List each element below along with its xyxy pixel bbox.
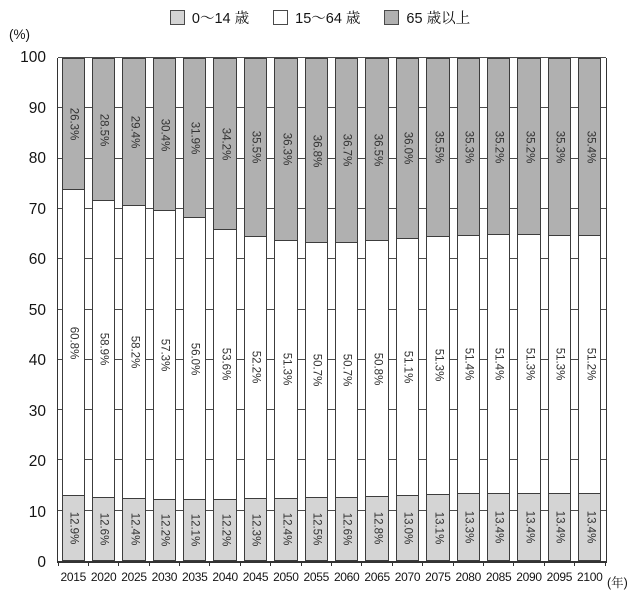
- x-tick-mark: [513, 561, 514, 566]
- x-tick-mark: [118, 561, 119, 566]
- bar-segment: [517, 58, 540, 235]
- bar-segment: [92, 498, 115, 561]
- bar-2070: [396, 58, 419, 561]
- y-tick-label: 80: [28, 150, 46, 167]
- x-tick-mark: [149, 561, 150, 566]
- x-tick-label: 2020: [90, 570, 117, 584]
- x-tick-label: 2075: [425, 570, 451, 584]
- bar-segment-label: 36.5%: [371, 133, 384, 167]
- x-tick-mark: [88, 561, 89, 566]
- bar-segment-label: 51.4%: [492, 347, 505, 381]
- bar-2090: [517, 58, 540, 561]
- y-tick-label: 20: [28, 453, 46, 470]
- bar-2080: [457, 58, 480, 561]
- bar-segment-label: 35.5%: [431, 131, 444, 164]
- bar-2045: [244, 58, 267, 561]
- x-tick-label: 2095: [546, 570, 573, 584]
- bar-2095: [548, 58, 571, 561]
- bar-segment: [517, 235, 540, 493]
- bar-segment-label: 13.4%: [523, 510, 536, 544]
- bar-segment: [365, 58, 388, 241]
- x-tick-mark: [301, 561, 302, 566]
- bar-segment: [457, 58, 480, 236]
- x-tick-label: 2050: [273, 570, 299, 584]
- bar-segment: [426, 495, 449, 561]
- bar-segment: [548, 236, 571, 494]
- x-tick-mark: [270, 561, 271, 566]
- bar-2025: [122, 58, 145, 561]
- bar-segment: [487, 494, 510, 561]
- bar-segment: [62, 190, 85, 496]
- y-tick-label: 0: [37, 554, 46, 571]
- bar-segment-label: 26.3%: [67, 107, 80, 141]
- y-tick-label: 60: [28, 251, 46, 268]
- x-tick-label: 2090: [516, 570, 542, 584]
- bar-segment: [457, 236, 480, 495]
- bar-segment-label: 12.9%: [67, 511, 80, 545]
- bar-2020: [92, 58, 115, 561]
- bar-2035: [183, 58, 206, 561]
- bar-segment: [62, 58, 85, 190]
- x-tick-label: 2080: [455, 570, 481, 584]
- x-tick-mark: [605, 561, 606, 566]
- bar-segment: [578, 494, 601, 561]
- bar-segment: [365, 241, 388, 496]
- bar-segment-label: 12.8%: [371, 512, 384, 545]
- bar-segment: [213, 500, 236, 561]
- x-axis-unit-label: (年): [607, 576, 628, 590]
- bar-segment-label: 13.4%: [583, 510, 596, 544]
- bar-segment: [153, 58, 176, 211]
- x-tick-mark: [453, 561, 454, 566]
- bar-segment: [244, 499, 267, 561]
- bar-segment: [122, 206, 145, 499]
- bar-segment-label: 35.2%: [523, 130, 536, 163]
- x-tick-mark: [240, 561, 241, 566]
- bar-segment-label: 28.5%: [97, 113, 110, 146]
- bar-segment-label: 13.3%: [462, 510, 475, 544]
- bar-segment-label: 50.7%: [310, 353, 323, 387]
- bar-segment-label: 34.2%: [219, 127, 232, 161]
- legend-item-1: [273, 7, 360, 28]
- bar-segment-label: 12.3%: [249, 513, 262, 546]
- y-tick-label: 10: [28, 503, 46, 521]
- bar-segment-label: 12.6%: [97, 512, 110, 546]
- bar-2040: [213, 58, 236, 561]
- bar-segment-label: 30.4%: [158, 118, 171, 151]
- bar-segment: [62, 496, 85, 561]
- bar-segment-label: 50.7%: [340, 353, 353, 386]
- bar-segment-label: 51.3%: [523, 347, 536, 381]
- bar-segment-label: 51.3%: [553, 347, 566, 381]
- bar-segment: [335, 58, 358, 243]
- x-tick-label: 2030: [151, 570, 178, 584]
- bar-2055: [305, 58, 328, 561]
- x-tick-label: 2055: [303, 570, 330, 584]
- x-tick-label: 2015: [60, 570, 86, 584]
- bar-segment: [92, 58, 115, 201]
- bar-segment: [426, 237, 449, 495]
- bar-segment: [153, 211, 176, 500]
- y-tick-label: 50: [28, 301, 46, 319]
- x-tick-label: 2045: [242, 570, 269, 584]
- bar-segment-label: 12.4%: [279, 512, 292, 546]
- bar-segment: [578, 58, 601, 236]
- x-tick-mark: [331, 561, 332, 566]
- bar-segment-label: 12.2%: [158, 513, 171, 547]
- bar-segment-label: 53.6%: [219, 348, 232, 381]
- x-tick-label: 2025: [121, 570, 147, 584]
- bar-segment: [365, 497, 388, 561]
- bar-2015: [62, 58, 85, 561]
- y-tick-label: 40: [28, 352, 46, 369]
- bar-segment: [396, 496, 419, 561]
- bar-segment-label: 35.4%: [583, 130, 596, 164]
- bar-segment: [487, 235, 510, 494]
- bar-segment-label: 12.6%: [340, 512, 353, 546]
- bar-segment-label: 13.1%: [431, 511, 444, 544]
- x-tick-mark: [392, 561, 393, 566]
- bar-segment: [548, 494, 571, 561]
- x-tick-label: 2065: [364, 570, 390, 584]
- bar-segment: [274, 241, 297, 499]
- legend-swatch-icon: [384, 10, 399, 25]
- bar-segment-label: 50.8%: [371, 352, 384, 385]
- bar-segment-label: 35.3%: [553, 130, 566, 164]
- y-tick-label: 70: [28, 200, 46, 218]
- bar-segment-label: 36.3%: [279, 132, 292, 166]
- legend-item-0: [170, 7, 249, 28]
- legend-item-label: 0〜14 歳: [191, 11, 250, 27]
- bar-segment: [396, 239, 419, 496]
- bar-segment: [305, 58, 328, 243]
- bar-segment-label: 12.2%: [219, 513, 232, 547]
- x-tick-mark: [361, 561, 362, 566]
- y-tick-label: 100: [20, 49, 46, 66]
- bar-segment-label: 57.3%: [158, 338, 171, 372]
- bar-segment-label: 52.2%: [249, 351, 262, 384]
- bar-2050: [274, 58, 297, 561]
- bar-segment-label: 58.2%: [127, 335, 140, 369]
- bar-segment: [122, 58, 145, 206]
- bar-segment-label: 36.8%: [310, 134, 323, 167]
- bar-segment: [244, 237, 267, 500]
- bar-segment-label: 58.9%: [97, 332, 110, 366]
- bar-segment: [517, 494, 540, 561]
- bar-segment-label: 56.0%: [188, 342, 201, 376]
- bar-2085: [487, 58, 510, 561]
- bar-segment-label: 31.9%: [188, 121, 201, 155]
- bar-segment-label: 13.4%: [492, 510, 505, 544]
- x-tick-mark: [574, 561, 575, 566]
- bar-segment-label: 13.0%: [401, 511, 414, 545]
- bar-segment-label: 12.4%: [127, 512, 140, 546]
- bar-segment: [305, 498, 328, 561]
- x-tick-label: 2100: [577, 570, 603, 584]
- bar-segment-label: 35.2%: [492, 130, 505, 163]
- bar-segment: [213, 230, 236, 500]
- x-tick-mark: [483, 561, 484, 566]
- y-axis-unit-label: (%): [9, 27, 30, 42]
- bar-segment-label: 51.3%: [431, 349, 444, 382]
- bar-2075: [426, 58, 449, 561]
- bar-segment-label: 60.8%: [67, 326, 80, 359]
- x-tick-label: 2040: [212, 570, 238, 584]
- bar-segment: [335, 243, 358, 498]
- bar-segment: [122, 499, 145, 561]
- bar-2100: [578, 58, 601, 561]
- y-tick-label: 90: [28, 99, 46, 117]
- bar-segment: [183, 58, 206, 218]
- bar-segment-label: 36.7%: [340, 133, 353, 167]
- bar-2065: [365, 58, 388, 561]
- bar-segment-label: 36.0%: [401, 132, 414, 165]
- legend-item-label: 15〜64 歳: [295, 11, 361, 27]
- x-tick-label: 2085: [485, 570, 512, 584]
- bar-segment: [578, 236, 601, 494]
- legend-swatch-icon: [170, 10, 185, 25]
- bar-segment: [244, 58, 267, 237]
- bar-segment: [213, 58, 236, 230]
- legend: [0, 7, 640, 28]
- legend-item-label: 65 歳以上: [406, 11, 471, 27]
- bar-segment: [305, 243, 328, 498]
- x-tick-mark: [179, 561, 180, 566]
- bar-segment-label: 35.3%: [462, 130, 475, 164]
- bar-segment: [183, 500, 206, 561]
- bar-segment: [92, 201, 115, 497]
- bar-segment: [274, 58, 297, 241]
- legend-item-2: [384, 7, 470, 28]
- plot-area: [57, 58, 607, 584]
- bar-segment-label: 51.3%: [279, 352, 292, 386]
- bar-segment: [426, 58, 449, 237]
- bar-segment: [548, 58, 571, 236]
- x-tick-label: 2035: [182, 570, 208, 584]
- bar-segment: [457, 494, 480, 561]
- bar-segment: [396, 58, 419, 239]
- x-tick-label: 2060: [333, 570, 360, 584]
- bar-2060: [335, 58, 358, 561]
- bar-segment-label: 51.4%: [462, 348, 475, 381]
- bar-segment: [487, 58, 510, 235]
- bar-segment: [335, 498, 358, 561]
- bar-segment: [153, 500, 176, 561]
- bar-segment-label: 51.2%: [583, 348, 596, 381]
- bar-segment-label: 13.4%: [553, 510, 566, 544]
- bar-segment-label: 51.1%: [401, 350, 414, 384]
- bar-2030: [153, 58, 176, 561]
- x-tick-label: 2070: [394, 570, 421, 584]
- y-tick-label: 30: [28, 402, 46, 420]
- x-tick-mark: [58, 561, 59, 566]
- bar-segment-label: 35.5%: [249, 130, 262, 164]
- bar-segment: [274, 499, 297, 561]
- x-tick-mark: [544, 561, 545, 566]
- bar-segment-label: 12.5%: [310, 512, 323, 546]
- bar-segment: [183, 218, 206, 500]
- bar-segment-label: 12.1%: [188, 513, 201, 547]
- bar-segment-label: 29.4%: [127, 115, 140, 149]
- legend-swatch-icon: [273, 10, 288, 25]
- x-tick-mark: [209, 561, 210, 566]
- x-tick-mark: [422, 561, 423, 566]
